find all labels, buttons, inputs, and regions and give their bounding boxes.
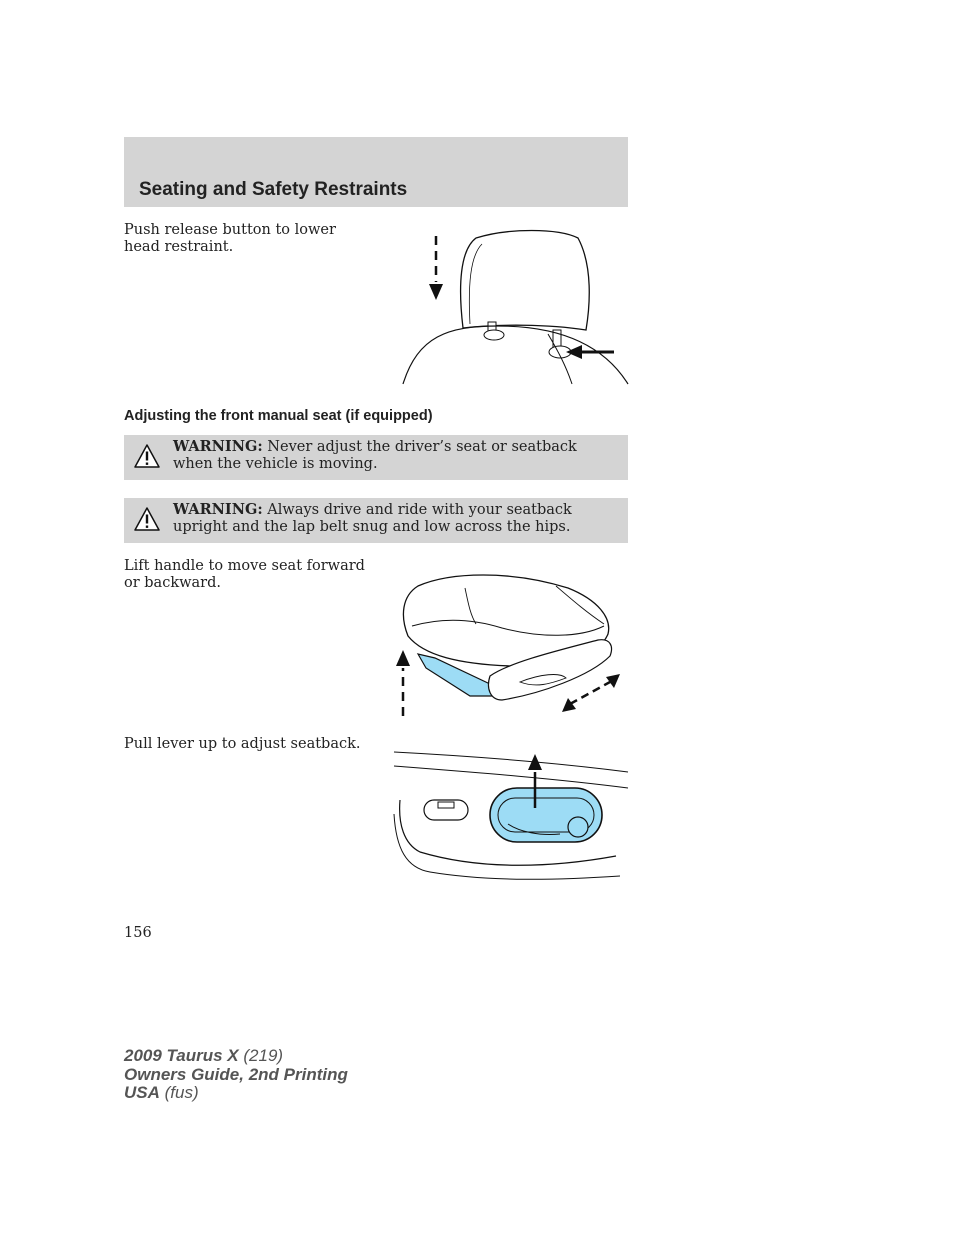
- warning-message: Never adjust the driver’s seat or seatback when the vehicle is moving.: [173, 439, 577, 472]
- warning-triangle-icon: [133, 443, 161, 469]
- seatback-lever-instruction: Pull lever up to adjust seatback.: [124, 736, 361, 752]
- footer-line-3: [124, 1084, 348, 1103]
- seat-track-illustration: [390, 566, 630, 722]
- warning-box-2: [124, 498, 628, 543]
- head-restraint-illustration: [398, 226, 630, 388]
- warning-box-1: [124, 435, 628, 480]
- footer-market-code: (fus): [159, 1083, 199, 1102]
- warning-label: WARNING:: [173, 438, 263, 455]
- warning-triangle-icon: [133, 506, 161, 532]
- subheading-front-manual-seat: Adjusting the front manual seat (if equipped): [124, 408, 433, 424]
- page-number: 156: [124, 925, 152, 941]
- footer-model-code: (219): [238, 1046, 284, 1065]
- warning-label: WARNING:: [173, 501, 263, 518]
- footer-market: USA: [124, 1083, 160, 1102]
- document-footer: [124, 1047, 348, 1103]
- footer-line-2: Owners Guide, 2nd Printing: [124, 1064, 348, 1084]
- section-title: Seating and Safety Restraints: [139, 179, 408, 200]
- warning-message: Always drive and ride with your seatback upright and the lap belt snug and low across the hips.: [173, 502, 572, 535]
- head-restraint-instruction: Push release button to lower head restraint.: [124, 222, 336, 255]
- seat-handle-instruction: Lift handle to move seat forward or backward.: [124, 558, 365, 591]
- footer-model: 2009 Taurus X: [124, 1046, 239, 1065]
- warning-text-1: [173, 438, 618, 473]
- footer-line-1: [124, 1047, 348, 1066]
- section-header-band: [124, 137, 628, 207]
- warning-text-2: [173, 501, 618, 536]
- seatback-lever-illustration: [390, 748, 630, 898]
